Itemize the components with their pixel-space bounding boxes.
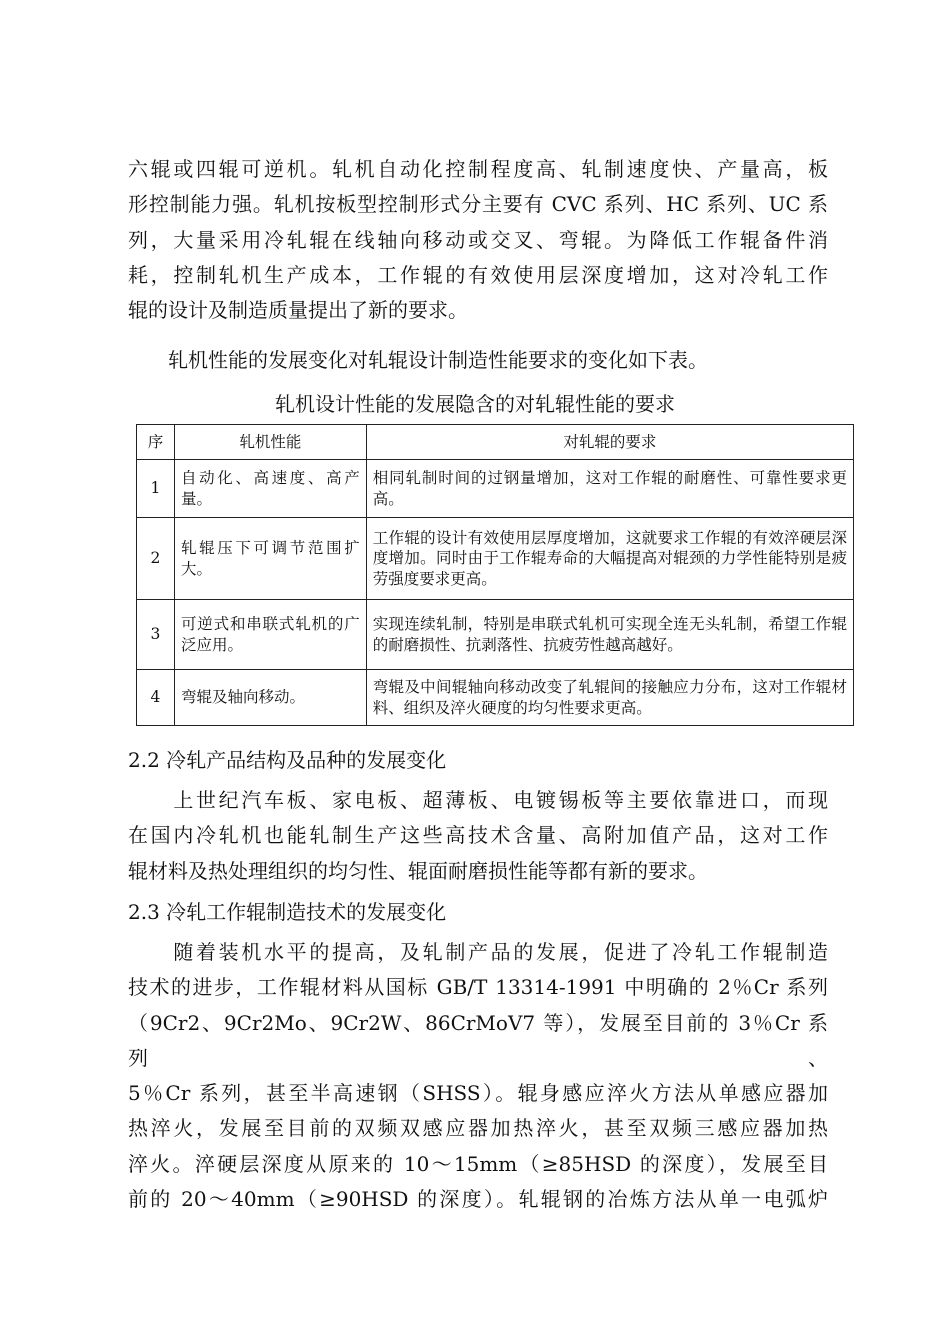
roll-requirement-cell: 相同轧制时间的过钢量增加，这对工作辊的耐磨性、可靠性要求更高。 — [366, 460, 853, 518]
table-caption: 轧机设计性能的发展隐含的对轧辊性能的要求 — [275, 392, 675, 416]
text-line: 前的 20～40mm（≥90HSD 的深度）。轧辊钢的冶炼方法从单一电弧炉 — [128, 1187, 828, 1212]
row-number: 1 — [137, 460, 175, 518]
row-number: 4 — [137, 670, 175, 726]
table-row — [137, 600, 854, 670]
row-number: 2 — [137, 518, 175, 600]
text-line: 轧机性能的发展变化对轧辊设计制造性能要求的变化如下表。 — [128, 348, 708, 372]
text-line: 辊的设计及制造质量提出了新的要求。 — [128, 298, 468, 323]
text-line: 辊材料及热处理组织的均匀性、辊面耐磨损性能等都有新的要求。 — [128, 858, 708, 883]
text-line: 上世纪汽车板、家电板、超薄板、电镀锡板等主要依靠进口，而现 — [128, 788, 828, 812]
text-line: 热淬火，发展至目前的双频双感应器加热淬火，甚至双频三感应器加热 — [128, 1116, 828, 1141]
paragraph-rolling-mill-intro — [128, 152, 828, 328]
roll-requirement-cell: 工作辊的设计有效使用层厚度增加，这就要求工作辊的有效淬硬层深度增加。同时由于工作辊寿命的大幅提高对辊颈的力学性能特别是疲劳强度要求更高。 — [366, 518, 853, 600]
mill-performance-cell: 自动化、高速度、高产量。 — [174, 460, 366, 518]
requirements-table — [136, 424, 854, 726]
roll-requirement-cell: 弯辊及中间辊轴向移动改变了轧辊间的接触应力分布，这对工作辊材料、组织及淬火硬度的均匀性要求更高。 — [366, 670, 853, 726]
column-header-number: 序 — [137, 425, 175, 460]
mill-performance-cell: 弯辊及轴向移动。 — [174, 670, 366, 726]
mill-performance-cell: 轧辊压下可调节范围扩大。 — [174, 518, 366, 600]
text-line: 技术的进步，工作辊材料从国标 GB/T 13314-1991 中明确的 2％Cr 系列 — [128, 975, 828, 1000]
paragraph-table-intro — [128, 343, 828, 378]
text-line: （9Cr2、9Cr2Mo、9Cr2W、86CrMoV7 等），发展至目前的 3％Cr 系列、 — [128, 1010, 828, 1070]
text-line: 淬火。淬硬层深度从原来的 10～15mm（≥85HSD 的深度），发展至目 — [128, 1151, 828, 1176]
roll-requirement-cell: 实现连续轧制，特别是串联式轧机可实现全连无头轧制，希望工作辊的耐磨损性、抗剥落性、抗疲劳性越高越好。 — [366, 600, 853, 670]
text-line: 在国内冷轧机也能轧制生产这些高技术含量、高附加值产品，这对工作 — [128, 823, 828, 848]
row-number: 3 — [137, 600, 175, 670]
table-row — [137, 518, 854, 600]
text-line: 耗，控制轧机生产成本，工作辊的有效使用层深度增加，这对冷轧工作 — [128, 262, 828, 287]
text-line: 列，大量采用冷轧辊在线轴向移动或交叉、弯辊。为降低工作辊备件消 — [128, 227, 828, 252]
table-row — [137, 460, 854, 518]
column-header-mill-performance: 轧机性能 — [174, 425, 366, 460]
paragraph-manufacturing-technology — [128, 935, 828, 1217]
table-header-row — [137, 425, 854, 460]
text-line: 5％Cr 系列，甚至半高速钢（SHSS）。辊身感应淬火方法从单感应器加 — [128, 1081, 828, 1106]
text-line: 随着装机水平的提高，及轧制产品的发展，促进了冷轧工作辊制造 — [128, 940, 828, 964]
table-row — [137, 670, 854, 726]
section-heading-2-2: 2.2 冷轧产品结构及品种的发展变化 — [128, 748, 447, 772]
column-header-roll-requirement: 对轧辊的要求 — [366, 425, 853, 460]
text-line: 六辊或四辊可逆机。轧机自动化控制程度高、轧制速度快、产量高，板 — [128, 157, 828, 181]
section-heading-2-3: 2.3 冷轧工作辊制造技术的发展变化 — [128, 900, 447, 924]
mill-performance-cell: 可逆式和串联式轧机的广泛应用。 — [174, 600, 366, 670]
text-line: 形控制能力强。轧机按板型控制形式分主要有 CVC 系列、HC 系列、UC 系 — [128, 192, 828, 217]
paragraph-product-structure — [128, 783, 828, 889]
